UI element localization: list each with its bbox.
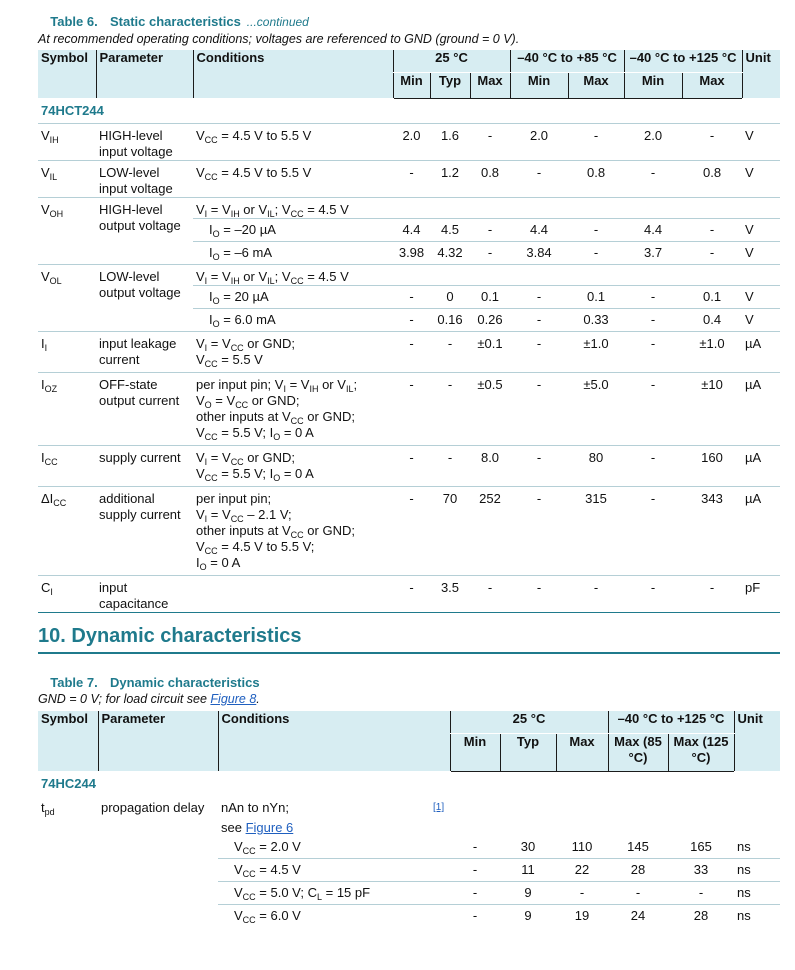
empty-cell (98, 836, 218, 859)
conditions-cell: $V_{CC} = 4.5$ V to 5.5 V (193, 124, 393, 161)
min-85-value: - (510, 332, 568, 373)
min-85-value: 3.84 (510, 242, 568, 265)
typ-25-value: 1.6 (430, 124, 470, 161)
min-125-value: 3.7 (624, 242, 682, 265)
max-25-value: 110 (571, 839, 593, 854)
max-25-value: 252 (470, 487, 510, 576)
unit-value: V (742, 161, 780, 198)
max-85-value: 80 (568, 446, 624, 487)
typ-25-value: - (430, 332, 470, 373)
max-125-value: - (668, 882, 734, 905)
col-unit: Unit (742, 50, 780, 99)
max-85-value: 145 (627, 839, 649, 854)
table7-subtitle-text: GND = 0 V; for load circuit see (38, 692, 211, 706)
unit-value: V (742, 309, 780, 332)
col-min: Min (450, 734, 500, 772)
min-25-value: - (450, 859, 500, 882)
parameter-cell: input capacitance (96, 576, 193, 613)
parameter-cell: LOW-level output voltage (96, 265, 193, 332)
dynamic-characteristics-table (38, 711, 780, 927)
section-heading (38, 625, 780, 654)
typ-25-value: - (430, 446, 470, 487)
figure-6-link[interactable]: Figure 6 (245, 820, 294, 835)
typ-25-value: 9 (500, 905, 556, 928)
parameter-cell: supply current (96, 446, 193, 487)
unit-value: µA (742, 487, 780, 576)
col-typ: Typ (500, 734, 556, 772)
min-25-value: - (393, 576, 430, 613)
unit-value: µA (742, 373, 780, 446)
unit-value: ns (734, 882, 780, 905)
col-range: –40 °C to +125 °C (608, 711, 734, 734)
col-parameter: Parameter (98, 711, 218, 772)
min-125-value: - (624, 309, 682, 332)
section-number: 10. (38, 625, 66, 647)
symbol-tpd: $t_{pd}$ (41, 800, 55, 817)
empty-cell (38, 859, 98, 882)
table-row (38, 487, 780, 576)
unit-value: V (742, 286, 780, 309)
symbol-cell: $I_{CC}$ (38, 446, 96, 487)
unit-value: ns (737, 839, 751, 854)
max-85-value: 24 (608, 905, 668, 928)
min-85-value: - (510, 446, 568, 487)
conditions-cell: $V_I = V_{CC}$ or GND; $V_{CC} = 5.5$ V (193, 332, 393, 373)
min-25-value: - (472, 839, 478, 854)
col-85c: –40 °C to +85 °C (510, 50, 624, 73)
col-min: Min (393, 73, 430, 99)
max-25-value: - (470, 219, 510, 242)
parameter-cell: HIGH-level input voltage (96, 124, 193, 161)
min-25-value: - (393, 161, 430, 198)
min-25-value: 3.98 (393, 242, 430, 265)
min-85-value: - (510, 576, 568, 613)
conditions-cell: $V_{CC} = 6.0$ V (218, 905, 450, 928)
conditions-cell: $V_{CC} = 4.5$ V (218, 859, 450, 882)
conditions-cell: $V_{CC} = 4.5$ V to 5.5 V (193, 161, 393, 198)
symbol-cell: $V_{IL}$ (38, 161, 96, 198)
max-125-value: - (682, 219, 742, 242)
symbol-cell: $V_{IH}$ (38, 124, 96, 161)
max-25-value: 0.8 (470, 161, 510, 198)
min-125-value: - (624, 576, 682, 613)
table7-subtitle-end: . (256, 692, 260, 706)
max-85-value: 0.8 (568, 161, 624, 198)
min-25-value: 4.4 (393, 219, 430, 242)
table-row (38, 198, 780, 219)
unit-value: µA (742, 446, 780, 487)
col-max: Max (556, 734, 608, 772)
max-25-value: 0.26 (470, 309, 510, 332)
max-125-value: 0.4 (682, 309, 742, 332)
min-25-value: - (450, 905, 500, 928)
max-125-value: 0.8 (682, 161, 742, 198)
unit-value: pF (742, 576, 780, 613)
table6-title: Static characteristics (110, 14, 241, 29)
max-85-value: ±1.0 (568, 332, 624, 373)
conditions-cell: $V_I = V_{CC}$ or GND; $V_{CC} = 5.5$ V; $I_O = 0$ A (193, 446, 393, 487)
min-125-value: - (624, 161, 682, 198)
max-125-value: 0.1 (682, 286, 742, 309)
min-125-value: - (624, 373, 682, 446)
col-max125: Max (125 °C) (668, 734, 734, 772)
max-85-value: 0.1 (568, 286, 624, 309)
col-max: Max (470, 73, 510, 99)
conditions-cell: $V_{CC} = 2.0$ V (234, 839, 301, 856)
col-25c: 25 °C (393, 50, 510, 73)
symbol-cell: $\Delta I_{CC}$ (38, 487, 96, 576)
table7-caption (38, 675, 260, 690)
cond-tpd (218, 796, 450, 816)
col-typ: Typ (430, 73, 470, 99)
typ-25-value: 4.32 (430, 242, 470, 265)
min-85-value: - (510, 161, 568, 198)
conditions-cell: $I_O = -6$ mA (193, 242, 393, 265)
max-25-value: - (470, 124, 510, 161)
conditions-cell: $I_O = 20$ µA (193, 286, 393, 309)
unit-value: V (742, 242, 780, 265)
conditions-cell: $V_{CC} = 5.0$ V; $C_L = 15$ pF (218, 882, 450, 905)
group-74hc244: 74HC244 (38, 772, 780, 797)
table6-label: Table 6. (50, 14, 98, 29)
max-85-value: - (568, 219, 624, 242)
typ-25-value: 1.2 (430, 161, 470, 198)
parameter-cell: input leakage current (96, 332, 193, 373)
min-85-value: - (510, 286, 568, 309)
min-125-value: - (624, 332, 682, 373)
max-125-value: - (682, 576, 742, 613)
section-title: Dynamic characteristics (71, 625, 302, 647)
max-125-value: 165 (690, 839, 712, 854)
typ-25-value: 3.5 (430, 576, 470, 613)
min-25-value: - (393, 373, 430, 446)
figure-8-link[interactable]: Figure 8 (210, 692, 257, 706)
table7-subtitle (38, 692, 260, 706)
unit-value: ns (734, 859, 780, 882)
table6-subtitle: At recommended operating conditions; voltages are referenced to GND (ground = 0 V). (38, 32, 520, 46)
typ-25-value: 9 (500, 882, 556, 905)
conditions-cell: $V_I = V_{IH}$ or $V_{IL}$; $V_{CC} = 4.5$ V (193, 265, 393, 286)
unit-value: V (742, 124, 780, 161)
table-row (38, 576, 780, 613)
max-125-value: ±10 (682, 373, 742, 446)
max-125-value: 160 (682, 446, 742, 487)
empty-cell (98, 882, 218, 905)
table-row (38, 161, 780, 198)
col-unit: Unit (734, 711, 780, 772)
max-85-value: - (568, 576, 624, 613)
conditions-cell: $I_O = 6.0$ mA (193, 309, 393, 332)
max-25-value: ±0.1 (470, 332, 510, 373)
unit-value: V (742, 219, 780, 242)
cond-see (218, 816, 450, 836)
max-85-value: 315 (568, 487, 624, 576)
col-conditions: Conditions (218, 711, 450, 772)
empty-cell (38, 905, 98, 928)
min-25-value: - (393, 309, 430, 332)
max-85-value: - (568, 242, 624, 265)
max-85-value: ±5.0 (568, 373, 624, 446)
max-25-value: 19 (556, 905, 608, 928)
max-125-value: - (682, 242, 742, 265)
table-row (38, 373, 780, 446)
max-25-value: 0.1 (470, 286, 510, 309)
parameter-cell: additional supply current (96, 487, 193, 576)
typ-25-value: 11 (500, 859, 556, 882)
min-85-value: 2.0 (510, 124, 568, 161)
conditions-cell: per input pin; $V_I = V_{CC} - 2.1$ V; other inputs at $V_{CC}$ or GND; $V_{CC} = 4.5$ V to 5.5 V; $I_O = 0$ A (193, 487, 393, 576)
table7-label: Table 7. (50, 675, 98, 690)
col-max85: Max (85 °C) (608, 734, 668, 772)
typ-25-value: 30 (520, 839, 536, 854)
max-25-value: ±0.5 (470, 373, 510, 446)
table-row (38, 124, 780, 161)
col-symbol: Symbol (38, 711, 98, 772)
max-85-value: 0.33 (568, 309, 624, 332)
empty-cell (38, 882, 98, 905)
table-row (38, 332, 780, 373)
table7-title: Dynamic characteristics (110, 675, 260, 690)
max-125-value: ±1.0 (682, 332, 742, 373)
symbol-cell: $V_{OH}$ (38, 198, 96, 265)
min-125-value: - (624, 446, 682, 487)
typ-25-value: 70 (430, 487, 470, 576)
conditions-cell: $I_O = -20$ µA (193, 219, 393, 242)
min-125-value: 2.0 (624, 124, 682, 161)
min-125-value: - (624, 286, 682, 309)
table-row (38, 265, 780, 286)
min-25-value: - (393, 446, 430, 487)
empty-cell (393, 265, 780, 286)
max-25-value: - (556, 882, 608, 905)
symbol-cell: $C_I$ (38, 576, 96, 613)
empty-cell (98, 905, 218, 928)
max-25-value: - (470, 242, 510, 265)
min-125-value: 4.4 (624, 219, 682, 242)
conditions-cell: per input pin; $V_I = V_{IH}$ or $V_{IL}$; $V_O = V_{CC}$ or GND; other inputs at $V_{CC}$ or GND; $V_{CC} = 5.5$ V; $I_O = 0$ A (193, 373, 393, 446)
parameter-cell: OFF-state output current (96, 373, 193, 446)
max-125-value: - (682, 124, 742, 161)
col-parameter: Parameter (96, 50, 193, 99)
table-row (38, 836, 780, 859)
min-25-value: - (393, 332, 430, 373)
max-85-value: - (568, 124, 624, 161)
parameter-cell: HIGH-level output voltage (96, 198, 193, 265)
col-25c: 25 °C (450, 711, 608, 734)
cond-see-text: see (221, 820, 246, 835)
min-125-value: - (624, 487, 682, 576)
max-85-value: - (608, 882, 668, 905)
empty-cell (98, 859, 218, 882)
static-characteristics-table (38, 50, 780, 613)
symbol-cell: $I_I$ (38, 332, 96, 373)
min-25-value: 2.0 (393, 124, 430, 161)
min-25-value: - (450, 882, 500, 905)
symbol-cell: $V_{OL}$ (38, 265, 96, 332)
param-tpd: propagation delay (101, 800, 205, 815)
table-row (38, 905, 780, 928)
typ-25-value: 4.5 (430, 219, 470, 242)
empty-cell (393, 198, 780, 219)
table-row (38, 859, 780, 882)
max-125-value: 33 (668, 859, 734, 882)
table-row (38, 882, 780, 905)
max-125-value: 28 (668, 905, 734, 928)
conditions-cell (193, 576, 393, 613)
min-85-value: - (510, 309, 568, 332)
min-85-value: 4.4 (510, 219, 568, 242)
col-max: Max (568, 73, 624, 99)
col-125c: –40 °C to +125 °C (624, 50, 742, 73)
min-85-value: - (510, 487, 568, 576)
table-row (38, 446, 780, 487)
symbol-cell: $I_{OZ}$ (38, 373, 96, 446)
col-min: Min (624, 73, 682, 99)
max-25-value: 22 (556, 859, 608, 882)
col-min: Min (510, 73, 568, 99)
col-symbol: Symbol (38, 50, 96, 99)
max-125-value: 343 (682, 487, 742, 576)
empty-cell (38, 836, 98, 859)
max-85-value: 28 (608, 859, 668, 882)
col-max: Max (682, 73, 742, 99)
group-74hct244: 74HCT244 (38, 99, 780, 124)
unit-value: µA (742, 332, 780, 373)
min-25-value: - (393, 286, 430, 309)
footnote-ref-1[interactable]: [1] (433, 802, 445, 813)
max-25-value: - (470, 576, 510, 613)
conditions-cell: $V_I = V_{IH}$ or $V_{IL}$; $V_{CC} = 4.5$ V (193, 198, 393, 219)
parameter-cell: LOW-level input voltage (96, 161, 193, 198)
typ-25-value: 0 (430, 286, 470, 309)
typ-25-value: - (430, 373, 470, 446)
max-25-value: 8.0 (470, 446, 510, 487)
typ-25-value: 0.16 (430, 309, 470, 332)
min-85-value: - (510, 373, 568, 446)
table6-caption (38, 14, 309, 29)
table6-continued: ...continued (246, 15, 309, 29)
cond-tpd-text: nAn to nYn; (221, 800, 289, 815)
unit-value: ns (734, 905, 780, 928)
col-conditions: Conditions (193, 50, 393, 99)
min-25-value: - (393, 487, 430, 576)
